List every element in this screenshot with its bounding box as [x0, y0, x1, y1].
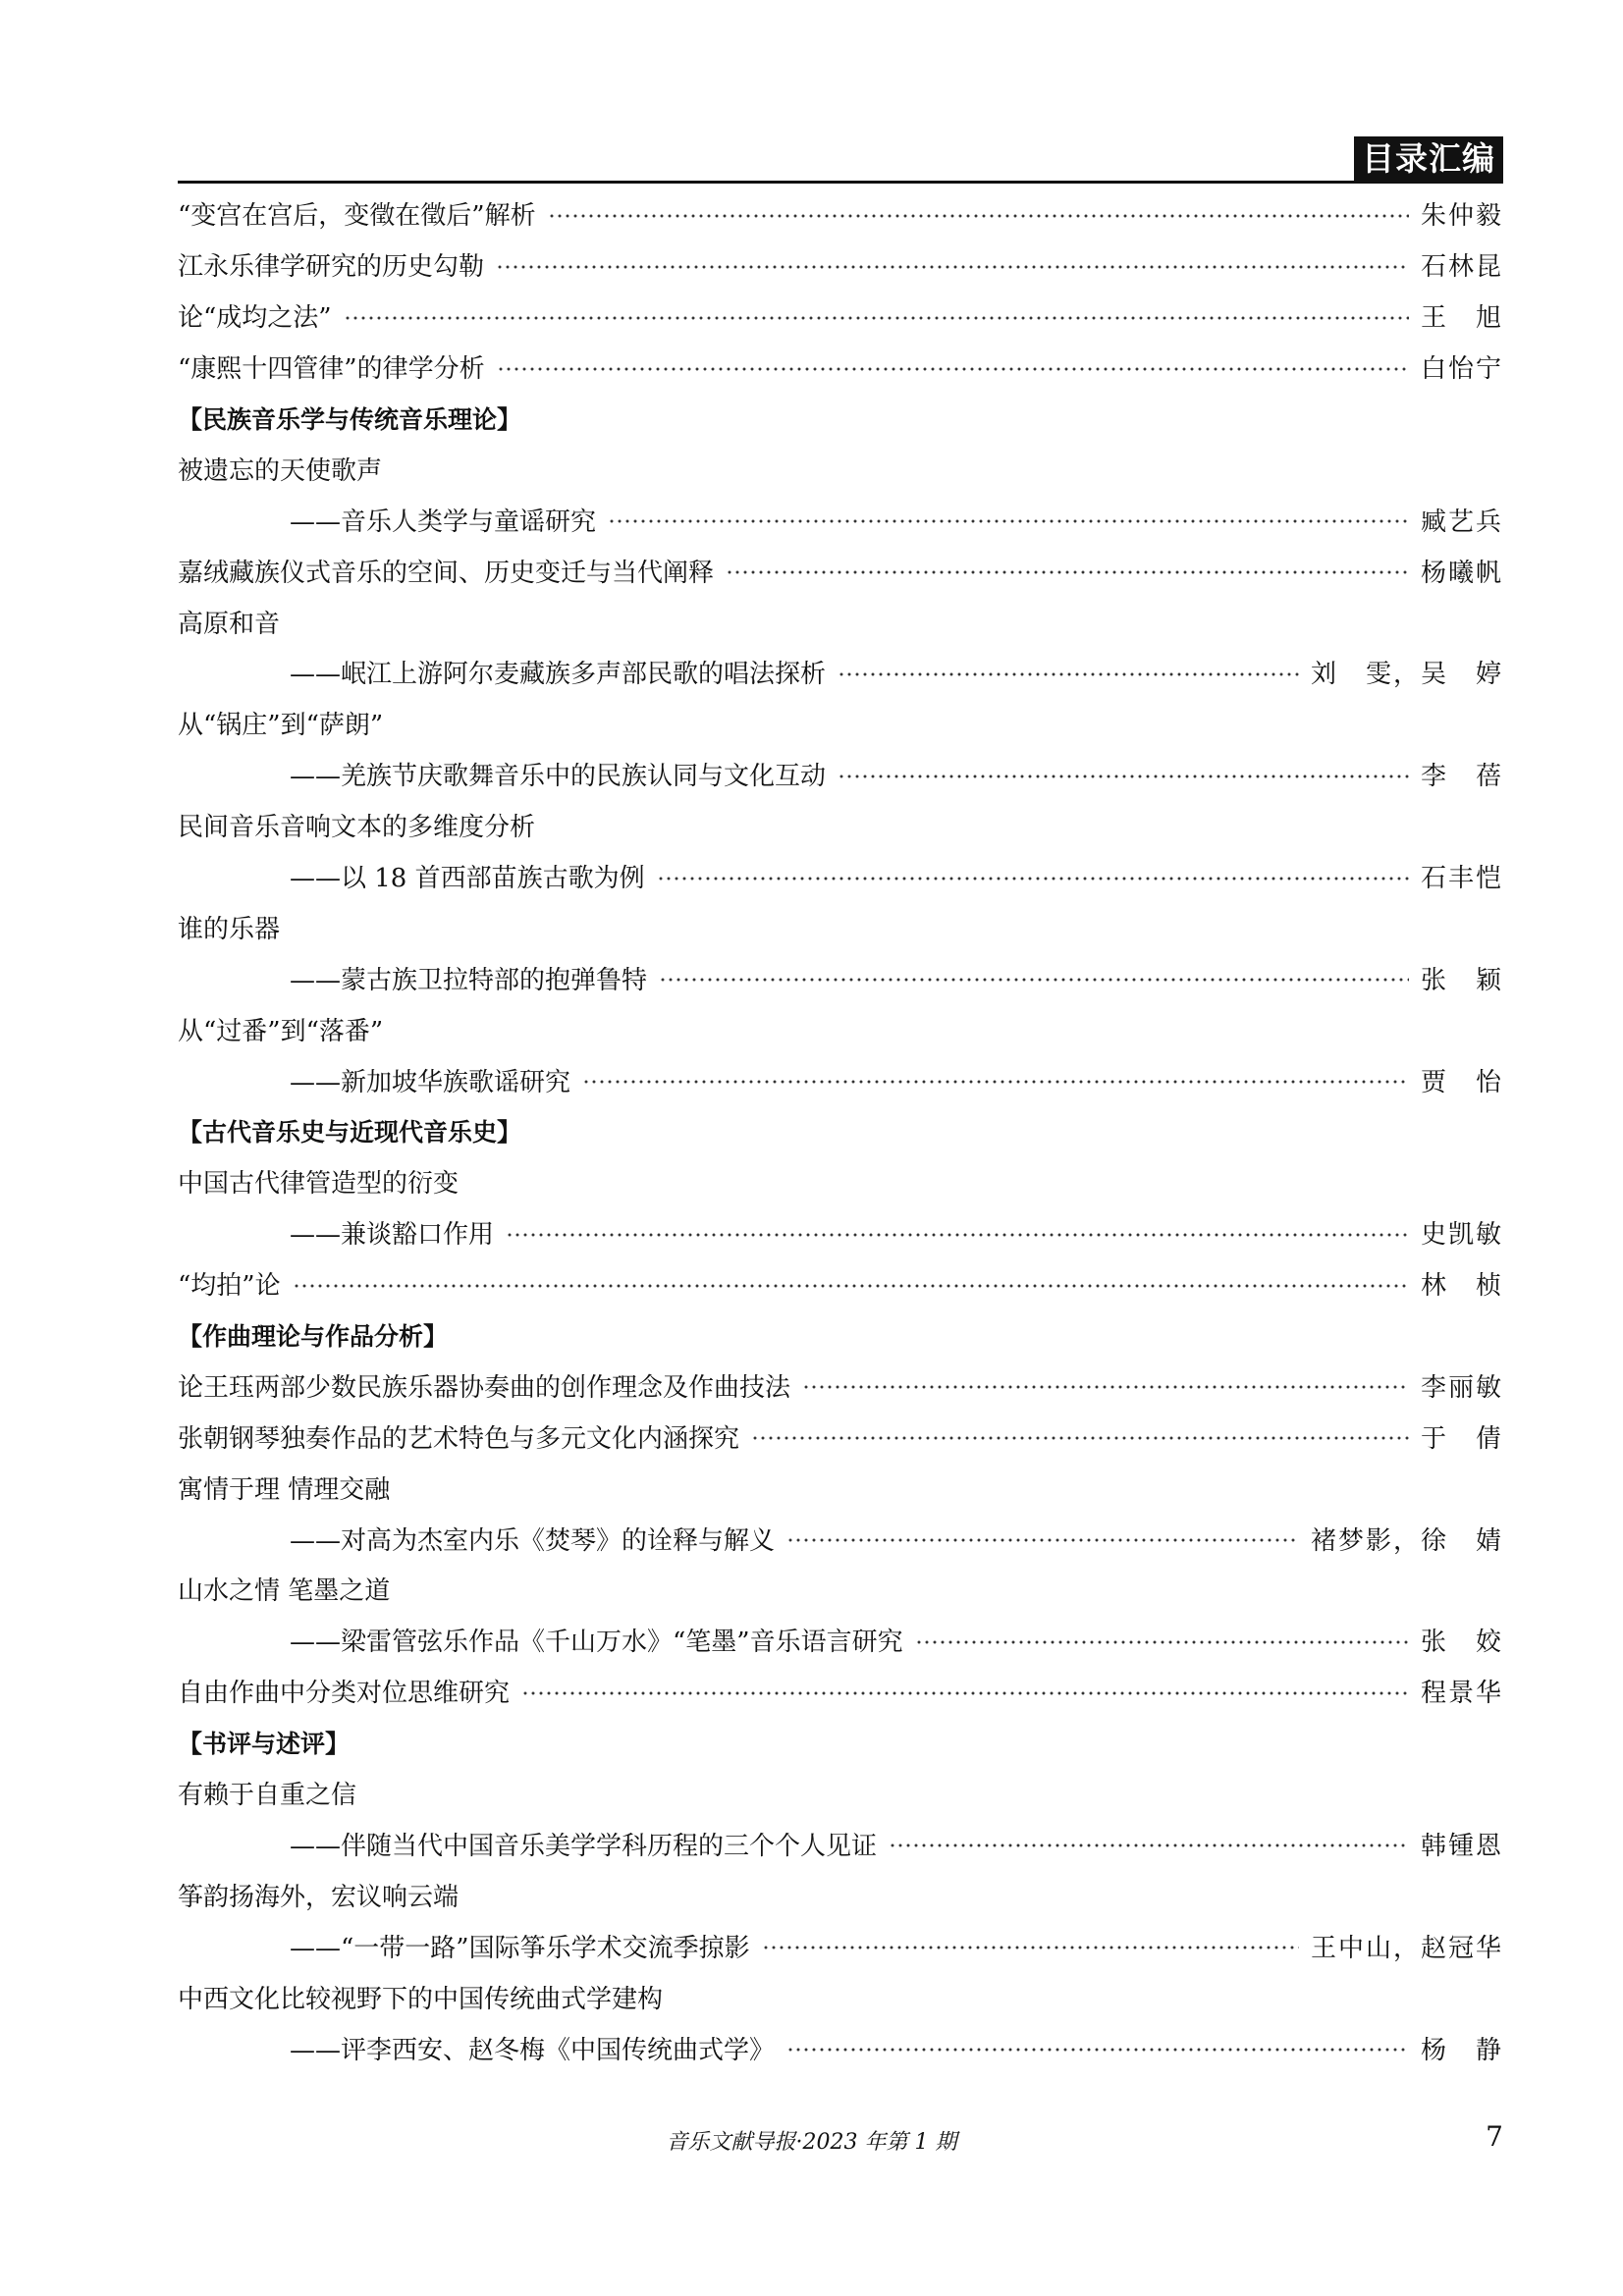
toc-section-header	[178, 1717, 1503, 1768]
dot-leader	[496, 265, 1409, 269]
toc-entry	[178, 240, 1503, 291]
toc-entry	[178, 1819, 1503, 1870]
toc-heading	[178, 1768, 1503, 1819]
toc-entry	[178, 952, 1503, 1003]
toc-heading	[178, 1564, 1503, 1615]
toc-title: 寓情于理 情理交融	[178, 1474, 391, 1505]
toc-author: 张 颖	[1420, 965, 1503, 995]
dot-leader	[497, 367, 1409, 371]
dot-leader	[889, 1843, 1409, 1847]
toc-title: 山水之情 笔墨之道	[178, 1576, 391, 1607]
toc-entry	[178, 545, 1503, 596]
toc-entry	[178, 1411, 1503, 1462]
toc-title: ——岷江上游阿尔麦藏族多声部民歌的唱法探析	[290, 660, 827, 690]
dot-leader	[608, 519, 1409, 523]
toc-title: ——蒙古族卫拉特部的抱弹鲁特	[290, 965, 648, 995]
toc-title: ——伴随当代中国音乐美学学科历程的三个个人见证	[290, 1831, 878, 1861]
toc-heading	[178, 596, 1503, 647]
toc-title: 筝韵扬海外，宏议响云端	[178, 1882, 460, 1912]
toc-title: ——评李西安、赵冬梅《中国传统曲式学》	[290, 2035, 776, 2065]
toc-title: ——兼谈豁口作用	[290, 1220, 495, 1251]
section-tag: 目录汇编	[1354, 136, 1503, 182]
dot-leader	[751, 1436, 1409, 1440]
toc-entry	[178, 2022, 1503, 2073]
table-of-contents	[178, 188, 1503, 2073]
toc-author: 白怡宁	[1420, 354, 1503, 385]
toc-entry	[178, 291, 1503, 342]
toc-title: 中西文化比较视野下的中国传统曲式学建构	[178, 1984, 664, 2014]
dot-leader	[344, 316, 1409, 320]
toc-author: 贾 怡	[1420, 1067, 1503, 1097]
toc-entry	[178, 1615, 1503, 1666]
toc-title: 嘉绒藏族仪式音乐的空间、历史变迁与当代阐释	[178, 558, 715, 588]
toc-title: 民间音乐音响文本的多维度分析	[178, 813, 536, 843]
toc-heading	[178, 698, 1503, 749]
toc-heading	[178, 1156, 1503, 1207]
dot-leader	[506, 1233, 1409, 1237]
toc-heading	[178, 1003, 1503, 1054]
toc-heading	[178, 901, 1503, 952]
toc-author: 褚梦影，徐 婧	[1310, 1525, 1503, 1556]
toc-entry	[178, 647, 1503, 698]
toc-entry	[178, 342, 1503, 393]
toc-entry	[178, 1666, 1503, 1717]
dot-leader	[582, 1080, 1409, 1084]
toc-author: 史凯敏	[1420, 1220, 1503, 1251]
dot-leader	[726, 570, 1409, 574]
toc-title: ——音乐人类学与童谣研究	[290, 507, 597, 537]
dot-leader	[838, 774, 1409, 778]
toc-title: “康熙十四管律”的律学分析	[178, 354, 485, 385]
toc-title: 谁的乐器	[178, 914, 281, 944]
toc-title: “均拍”论	[178, 1271, 281, 1302]
toc-title: 被遗忘的天使歌声	[178, 455, 383, 486]
dot-leader	[838, 672, 1299, 676]
dot-leader	[802, 1385, 1409, 1389]
dot-leader	[657, 877, 1409, 881]
toc-heading	[178, 1462, 1503, 1513]
toc-title: ——梁雷管弦乐作品《千山万水》“笔墨”音乐语言研究	[290, 1628, 903, 1658]
dot-leader	[659, 978, 1409, 982]
toc-entry	[178, 1360, 1503, 1411]
toc-entry	[178, 188, 1503, 240]
toc-title: 论“成均之法”	[178, 303, 332, 334]
toc-author: 李 蓓	[1420, 762, 1503, 792]
toc-title: ——羌族节庆歌舞音乐中的民族认同与文化互动	[290, 762, 827, 792]
toc-author: 杨曦帆	[1420, 558, 1503, 588]
dot-leader	[293, 1284, 1409, 1288]
toc-heading	[178, 800, 1503, 851]
toc-author: 刘 雯，吴 婷	[1310, 660, 1503, 690]
toc-author: 林 桢	[1420, 1271, 1503, 1302]
toc-author: 张 姣	[1420, 1628, 1503, 1658]
toc-title: 有赖于自重之信	[178, 1781, 357, 1811]
toc-heading	[178, 1971, 1503, 2022]
toc-heading	[178, 443, 1503, 494]
toc-title: 【古代音乐史与近现代音乐史】	[178, 1117, 522, 1147]
toc-author: 程景华	[1420, 1679, 1503, 1709]
toc-entry	[178, 749, 1503, 800]
toc-title: ——“一带一路”国际筝乐学术交流季掠影	[290, 1933, 750, 1963]
toc-author: 石丰恺	[1420, 864, 1503, 894]
toc-author: 朱仲毅	[1420, 201, 1503, 232]
dot-leader	[762, 1946, 1299, 1949]
toc-author: 韩锺恩	[1420, 1831, 1503, 1861]
footer-journal-title: 音乐文献导报·2023 年第 1 期	[666, 2130, 957, 2155]
toc-author: 王 旭	[1420, 303, 1503, 334]
toc-title: ——以 18 首西部苗族古歌为例	[290, 864, 645, 894]
toc-title: 高原和音	[178, 609, 281, 639]
dot-leader	[786, 2048, 1409, 2052]
toc-author: 于 倩	[1420, 1423, 1503, 1454]
toc-author: 王中山，赵冠华	[1310, 1933, 1503, 1963]
toc-entry	[178, 1054, 1503, 1105]
dot-leader	[786, 1538, 1299, 1542]
toc-author: 李丽敏	[1420, 1372, 1503, 1403]
dot-leader	[548, 214, 1409, 218]
page-number: 7	[1486, 2120, 1503, 2153]
toc-title: 从“过番”到“落番”	[178, 1016, 384, 1046]
toc-title: 江永乐律学研究的历史勾勒	[178, 252, 485, 283]
toc-author: 杨 静	[1420, 2035, 1503, 2065]
toc-entry	[178, 1207, 1503, 1258]
toc-entry	[178, 1258, 1503, 1309]
toc-title: “变宫在宫后，变徵在徵后”解析	[178, 201, 536, 232]
toc-entry	[178, 494, 1503, 545]
toc-title: 自由作曲中分类对位思维研究	[178, 1679, 511, 1709]
toc-section-header	[178, 1105, 1503, 1156]
toc-title: 【书评与述评】	[178, 1729, 351, 1758]
toc-section-header	[178, 1309, 1503, 1361]
toc-heading	[178, 1869, 1503, 1920]
toc-title: 张朝钢琴独奏作品的艺术特色与多元文化内涵探究	[178, 1423, 740, 1454]
dot-leader	[521, 1691, 1409, 1695]
header-rule	[178, 181, 1503, 184]
toc-entry	[178, 851, 1503, 902]
toc-title: ——新加坡华族歌谣研究	[290, 1067, 571, 1097]
toc-entry	[178, 1920, 1503, 1971]
toc-author: 石林昆	[1420, 252, 1503, 283]
toc-title: 【民族音乐学与传统音乐理论】	[178, 404, 522, 434]
toc-entry	[178, 1513, 1503, 1564]
toc-title: 中国古代律管造型的衍变	[178, 1169, 460, 1200]
toc-title: 从“锅庄”到“萨朗”	[178, 711, 384, 741]
toc-title: ——对高为杰室内乐《焚琴》的诠释与解义	[290, 1525, 776, 1556]
toc-title: 论王珏两部少数民族乐器协奏曲的创作理念及作曲技法	[178, 1372, 791, 1403]
toc-title: 【作曲理论与作品分析】	[178, 1321, 449, 1351]
toc-author: 臧艺兵	[1420, 507, 1503, 537]
dot-leader	[915, 1640, 1409, 1644]
toc-section-header	[178, 393, 1503, 444]
